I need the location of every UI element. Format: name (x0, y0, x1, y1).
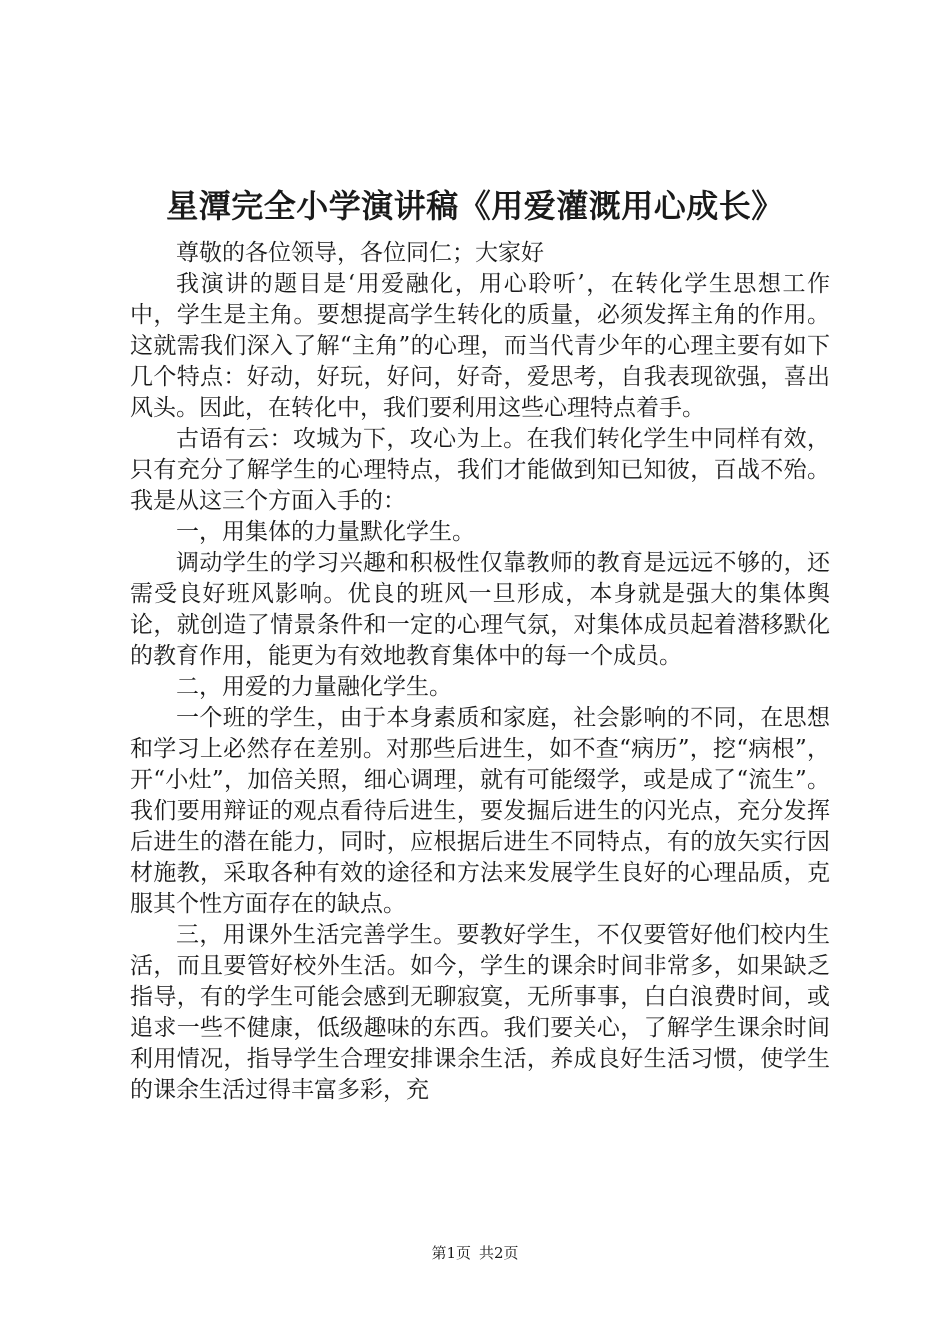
page-total: 共2页 (479, 1244, 519, 1262)
page-footer (0, 1243, 950, 1263)
page-number: 第1页 (431, 1244, 471, 1262)
section-two-paragraph: 一个班的学生，由于本身素质和家庭，社会影响的不同，在思想和学习上必然存在差别。对那些后进生，如不查“病历”，挖“病根”，开“小灶”，加倍关照，细心调理，就有可能缀学，或是成了“流生”。我们要用辩证的观点看待后进生，要发掘后进生的闪光点，充分发挥后进生的潜在能力，同时，应根据后进生不同特点，有的放矢实行因材施教，采取各种有效的途径和方法来发展学生良好的心理品质，克服其个性方面存在的缺点。 (130, 705, 830, 917)
section-one-paragraph: 调动学生的学习兴趣和积极性仅靠教师的教育是远远不够的，还需受良好班风影响。优良的班风一旦形成，本身就是强大的集体舆论，就创造了情景条件和一定的心理气氛，对集体成员起着潜移默化的教育作用，能更为有效地教育集体中的每一个成员。 (130, 550, 830, 669)
section-one-heading: 一，用集体的力量默化学生。 (176, 519, 475, 545)
document-title: 星潭完全小学演讲稿《用爱灌溉用心成长》 (166, 187, 784, 225)
document-body (130, 238, 830, 1106)
section-two-heading: 二，用爱的力量融化学生。 (176, 674, 452, 700)
intro-paragraph: 我演讲的题目是‘用爱融化，用心聆听’，在转化学生思想工作中，学生是主角。要想提高学生转化的质量，必须发挥主角的作用。这就需我们深入了解“主角”的心理，而当代青少年的心理主要有如下几个特点：好动，好玩，好问，好奇，爱思考，自我表现欲强，喜出风头。因此，在转化中，我们要利用这些心理特点着手。 (130, 271, 830, 421)
proverb-paragraph: 古语有云：攻城为下，攻心为上。在我们转化学生中同样有效，只有充分了解学生的心理特点，我们才能做到知已知彼，百战不殆。我是从这三个方面入手的： (130, 426, 830, 514)
section-three-paragraph: 三，用课外生活完善学生。要教好学生，不仅要管好他们校内生活，而且要管好校外生活。如今，学生的课余时间非常多，如果缺乏指导，有的学生可能会感到无聊寂寞，无所事事，白白浪费时间，或追求一些不健康，低级趣味的东西。我们要关心，了解学生课余时间利用情况，指导学生合理安排课余生活，养成良好生活习惯，使学生的课余生活过得丰富多彩，充 (130, 922, 830, 1103)
greeting-paragraph: 尊敬的各位领导，各位同仁；大家好 (176, 240, 544, 266)
